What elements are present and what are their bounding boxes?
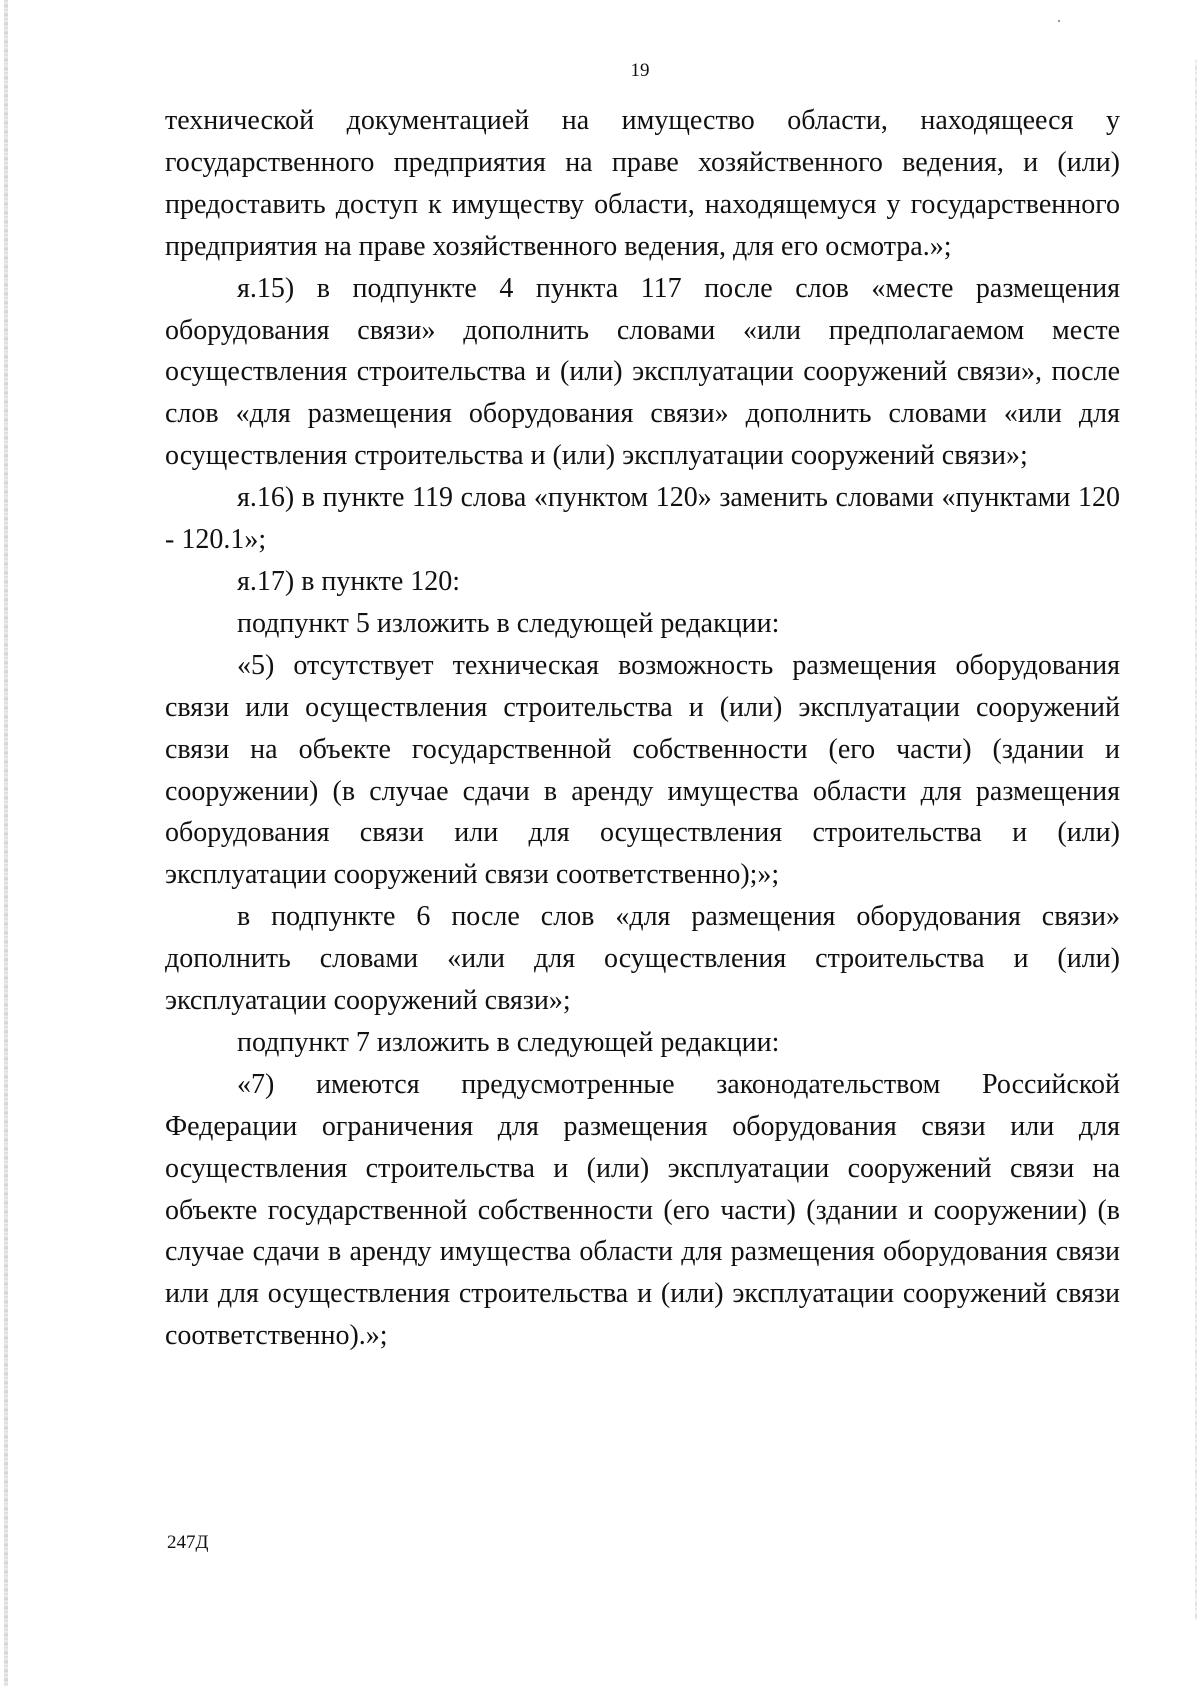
scan-right-edge <box>1195 60 1197 1620</box>
paragraph-subitem-6: в подпункте 6 после слов «для размещения оборудования связи» дополнить словами «или для осуществления строительства и (или) эксплуатации сооружений связи»; <box>165 901 1120 1017</box>
paragraph-subitem-7-text: «7) имеются предусмотренные законодательством Российской Федерации ограничения для размещения оборудования связи или для осуществления строительства и (или) эксплуатации сооружений связи на объекте государственной собственности (его части) (здании и сооружении) (в случае сдачи в аренду имущества области для размещения оборудования связи или для осуществления строительства и (или) эксплуатации сооружений связи соответственно).»; <box>165 1068 1120 1352</box>
paragraph-item-16: я.16) в пункте 119 слова «пунктом 120» заменить словами «пунктами 120 - 120.1»; <box>165 482 1120 556</box>
paragraph-item-15: я.15) в подпункте 4 пункта 117 после слов «месте размещения оборудования связи» дополнить словами «или предполагаемом месте осуществления строительства и (или) эксплуатации сооружений связи», после слов «для размещения оборудования связи» дополнить словами «или для осуществления строительства и (или) эксплуатации сооружений связи»; <box>165 272 1120 472</box>
scan-speck <box>1058 20 1060 22</box>
page-number: 19 <box>630 60 650 81</box>
paragraph-continuation: технической документацией на имущество области, находящееся у государственного предприятия на праве хозяйственного ведения, и (или) предоставить доступ к имуществу области, находящемуся у государственного предприятия на праве хозяйственного ведения, для его осмотра.»; <box>165 105 1120 262</box>
paragraph-item-17: я.17) в пункте 120: <box>237 565 461 597</box>
paragraph-subitem-5-intro: подпункт 5 изложить в следующей редакции: <box>237 607 780 639</box>
document-code: 247Д <box>167 1532 209 1553</box>
paragraph-subitem-7-intro: подпункт 7 изложить в следующей редакции: <box>237 1026 780 1058</box>
scan-left-edge <box>4 0 8 1686</box>
document-body <box>165 100 1120 1357</box>
paragraph-subitem-5-text: «5) отсутствует техническая возможность размещения оборудования связи или осуществления строительства и (или) эксплуатации сооружений связи на объекте государственной собственности (его части) (здании и сооружении) (в случае сдачи в аренду имущества области для размещения оборудования связи или для осуществления строительства и (или) эксплуатации сооружений связи соответственно);»; <box>165 649 1120 891</box>
